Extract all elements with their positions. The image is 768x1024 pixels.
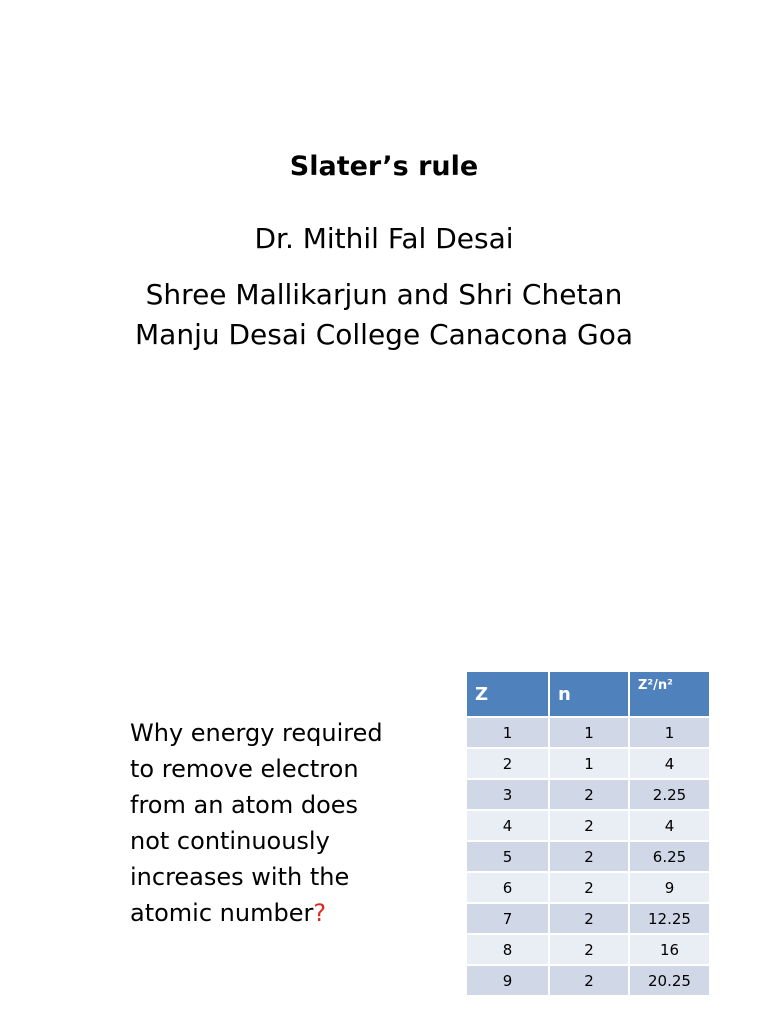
question-line-text: atomic number	[130, 899, 314, 927]
question-line: from an atom does	[130, 791, 359, 819]
cell-z: 6	[467, 872, 549, 903]
cell-n: 2	[549, 934, 629, 965]
cell-n: 2	[549, 965, 629, 995]
college-line-1: Shree Mallikarjun and Shri Chetan	[145, 278, 623, 311]
cell-ratio: 16	[629, 934, 710, 965]
cell-ratio: 9	[629, 872, 710, 903]
cell-z: 8	[467, 934, 549, 965]
cell-ratio: 1	[629, 717, 710, 748]
slide-title: Slater’s rule	[289, 151, 479, 182]
cell-ratio: 12.25	[629, 903, 710, 934]
cell-z: 5	[467, 841, 549, 872]
table-body	[467, 717, 710, 995]
cell-ratio: 4	[629, 810, 710, 841]
cell-n: 2	[549, 903, 629, 934]
question-text	[130, 715, 430, 931]
question-line: to remove electron	[130, 755, 359, 783]
cell-n: 2	[549, 841, 629, 872]
table-row	[467, 934, 710, 965]
table-row	[467, 841, 710, 872]
cell-z: 7	[467, 903, 549, 934]
table-row	[467, 810, 710, 841]
cell-n: 1	[549, 748, 629, 779]
cell-ratio: 20.25	[629, 965, 710, 995]
table-row	[467, 903, 710, 934]
question-slide	[0, 512, 768, 1024]
cell-z: 9	[467, 965, 549, 995]
table-row	[467, 717, 710, 748]
college-name	[0, 275, 768, 355]
cell-z: 2	[467, 748, 549, 779]
cell-ratio: 4	[629, 748, 710, 779]
question-line: increases with the	[130, 863, 350, 891]
cell-z: 3	[467, 779, 549, 810]
question-line-last	[130, 895, 430, 931]
question-line: not continuously	[130, 827, 330, 855]
header-ratio: Z²/n²	[629, 672, 710, 717]
table-header-row	[467, 672, 710, 717]
cell-ratio: 2.25	[629, 779, 710, 810]
z-n-ratio-table	[467, 672, 711, 995]
author-name: Dr. Mithil Fal Desai	[254, 222, 514, 255]
cell-n: 1	[549, 717, 629, 748]
cell-n: 2	[549, 810, 629, 841]
question-line: Why energy required	[130, 719, 383, 747]
header-n: n	[549, 672, 629, 717]
cell-n: 2	[549, 779, 629, 810]
cell-z: 1	[467, 717, 549, 748]
table-row	[467, 748, 710, 779]
college-line-2: Manju Desai College Canacona Goa	[135, 318, 633, 351]
table-row	[467, 779, 710, 810]
header-z: Z	[467, 672, 549, 717]
cell-ratio: 6.25	[629, 841, 710, 872]
cell-n: 2	[549, 872, 629, 903]
cell-z: 4	[467, 810, 549, 841]
table-row	[467, 965, 710, 995]
table-row	[467, 872, 710, 903]
question-mark: ?	[313, 899, 327, 927]
